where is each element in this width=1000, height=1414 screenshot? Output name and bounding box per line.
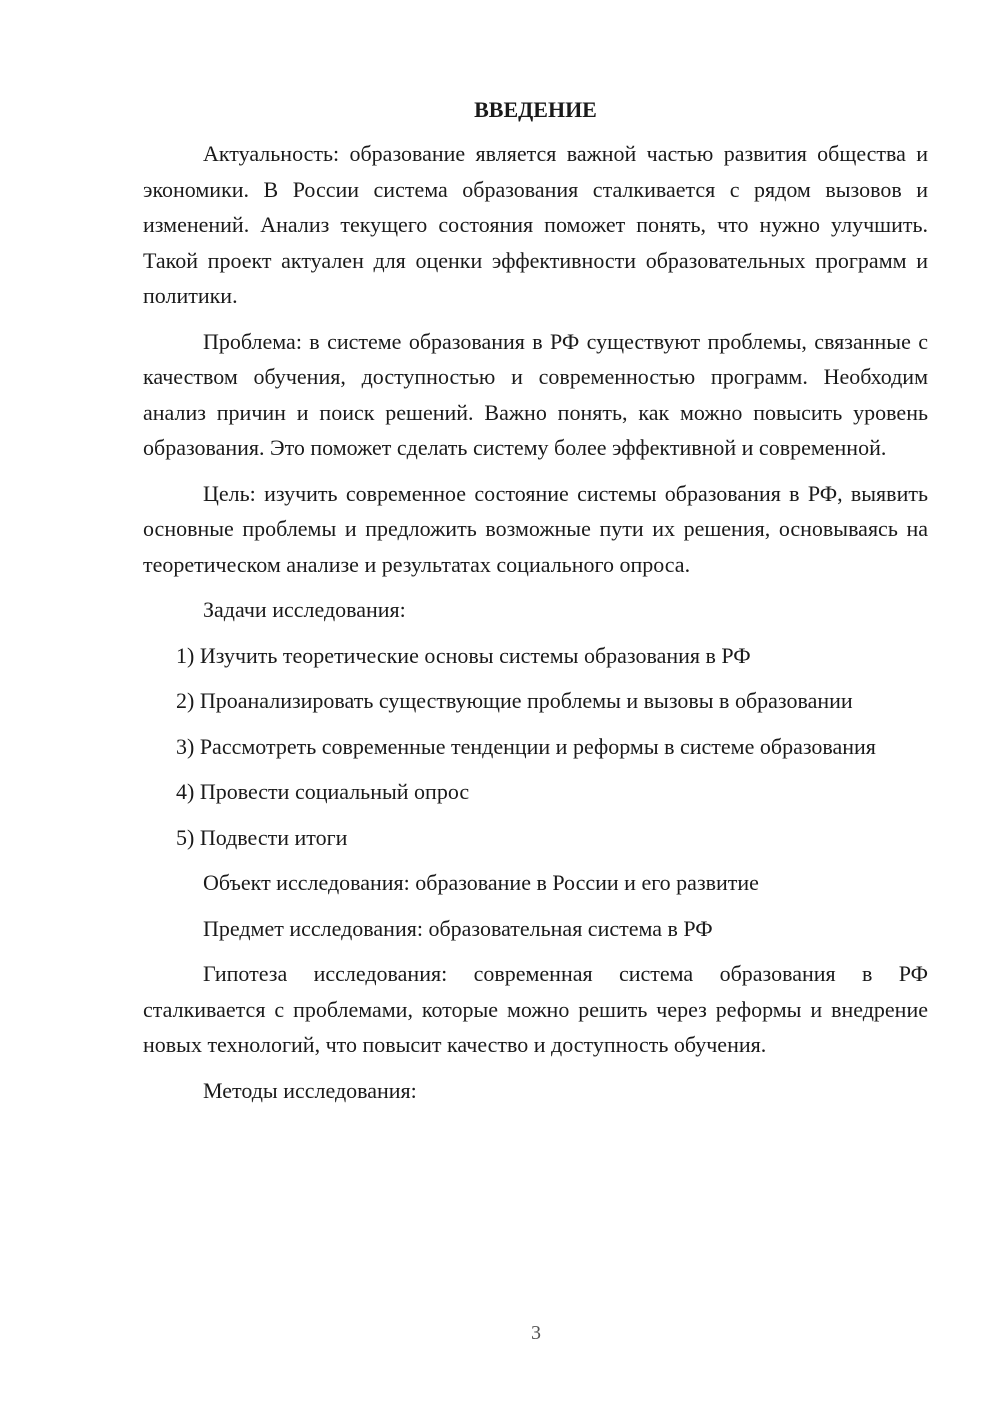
tasks-heading: Задачи исследования:	[203, 597, 406, 622]
page-number: 3	[531, 1322, 541, 1344]
section-heading: ВВЕДЕНИЕ	[474, 97, 597, 122]
task-item-3: 3) Рассмотреть современные тенденции и реформы в системе образования	[176, 733, 876, 759]
relevance-paragraph: Актуальность: образование является важной частью развития общества и экономики. В России система образования сталкивается с рядом вызовов и изменений. Анализ текущего состояния поможет понять, что нужно улучшить. Такой проект актуален для оценки эффективности образовательных программ и политики.	[143, 141, 928, 308]
task-item-2: 2) Проанализировать существующие проблемы и вызовы в образовании	[176, 688, 853, 713]
problem-paragraph: Проблема: в системе образования в РФ существуют проблемы, связанные с качеством обучения, доступностью и современностью программ. Необходим анализ причин и поиск решений. Важно понять, как можно повысить уровень образования. Это поможет сделать систему более эффективной и современной.	[143, 328, 928, 460]
hypothesis-paragraph: Гипотеза исследования: современная система образования в РФ сталкивается с проблемами, которые можно решить через реформы и внедрение новых технологий, что повысит качество и доступность обучения.	[143, 961, 928, 1057]
page-content	[143, 94, 928, 1118]
task-item-5: 5) Подвести итоги	[176, 824, 348, 850]
goal-paragraph: Цель: изучить современное состояние системы образования в РФ, выявить основные проблемы и предложить возможные пути их решения, основываясь на теоретическом анализе и результатах социального опроса.	[143, 480, 928, 577]
research-object: Объект исследования: образование в России и его развитие	[203, 870, 759, 895]
task-item-4: 4) Провести социальный опрос	[176, 779, 470, 804]
task-item-1: 1) Изучить теоретические основы системы образования в РФ	[176, 642, 751, 668]
methods-heading: Методы исследования:	[203, 1077, 417, 1103]
research-subject: Предмет исследования: образовательная система в РФ	[203, 915, 713, 941]
